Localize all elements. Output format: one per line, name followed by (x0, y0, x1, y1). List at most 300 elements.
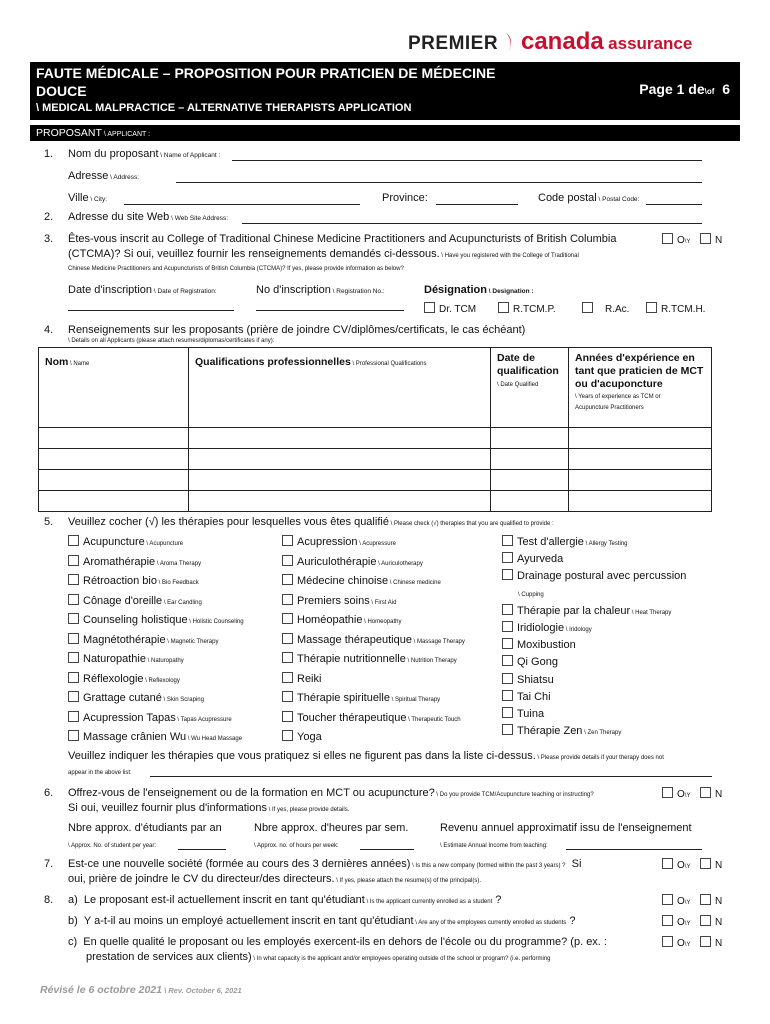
q3-reg-no-label (256, 284, 385, 296)
applicant-section-title (36, 127, 150, 139)
yes-sep: \ (684, 793, 687, 799)
q6-fr2: Si oui, veuillez fournir plus d'informations (68, 802, 267, 814)
therapy-checkbox[interactable] (282, 672, 293, 683)
applicants-table (38, 347, 712, 512)
col-date-fr: Date de qualification (497, 352, 559, 377)
therapy-en: \ Heat Therapy (630, 609, 672, 616)
company-logo (408, 28, 692, 56)
rtcmp-checkbox[interactable] (498, 302, 509, 313)
therapy-fr: Acupression Tapas (83, 711, 176, 724)
designation-rac[interactable] (582, 302, 629, 315)
q1-city-label (68, 192, 107, 204)
therapy-item[interactable] (502, 621, 738, 638)
registration-date-field[interactable] (68, 310, 234, 311)
logo-swoosh-icon (505, 32, 515, 52)
therapy-checkbox[interactable] (282, 711, 293, 722)
therapy-en: \ Ear Candling (162, 599, 202, 606)
q1-address-fr: Adresse (68, 170, 109, 182)
q8a-no-option[interactable] (700, 894, 722, 907)
col-years-en-2: Acupuncture Practitioners (575, 405, 644, 411)
q8b-no-option[interactable] (700, 915, 722, 928)
q7-no-option[interactable] (700, 858, 722, 871)
q6-no-option[interactable] (700, 787, 722, 800)
therapy-item[interactable] (68, 613, 278, 633)
therapy-item[interactable] (502, 655, 738, 672)
q3-designation-fr: Désignation (424, 284, 487, 296)
yes-y: Y (686, 239, 691, 245)
page-title-fr: FAUTE MÉDICALE – PROPOSITION POUR PRATICIEN DE MÉDECINE (36, 65, 496, 81)
therapy-col3 (502, 535, 738, 741)
q5-other-en: \ Please provide details if your therapy does not (535, 755, 664, 761)
q8c-no-option[interactable] (700, 936, 722, 949)
q7-si: Si (571, 858, 582, 870)
therapy-item[interactable] (502, 690, 738, 707)
q8c-fr2: prestation de services aux clients) (86, 951, 252, 963)
therapy-en: \ Wu Head Massage (186, 736, 243, 742)
table-cell[interactable] (39, 470, 189, 491)
table-cell[interactable] (189, 470, 491, 491)
therapy-en: \ Reflexology (143, 677, 180, 684)
q8c-en2: \ In what capacity is the applicant and/or employees operating outside of the school or program? (i.e. performing (251, 956, 551, 962)
yes-sep: \ (684, 864, 687, 870)
therapy-checkbox[interactable] (282, 691, 293, 702)
q7-no-checkbox[interactable] (700, 858, 711, 869)
address-field[interactable] (176, 182, 702, 183)
province-field[interactable] (436, 204, 518, 205)
q8b-yes-option[interactable] (662, 915, 690, 928)
q5-other-label (68, 750, 664, 762)
q5-fr: Veuillez cocher (√) les thérapies pour lesquelles vous êtes qualifié (68, 516, 389, 528)
therapy-checkbox[interactable] (502, 552, 513, 563)
table-cell[interactable] (491, 449, 569, 470)
q8b-fr: Y a-t-il au moins un employé actuellement inscrit en tant qu'étudiant (83, 915, 414, 927)
therapy-checkbox[interactable] (282, 594, 293, 605)
table-cell[interactable] (189, 428, 491, 449)
therapy-fr: Test d'allergie (517, 536, 584, 548)
therapy-en: \ Nutrition Therapy (405, 658, 457, 664)
therapy-fr: Moxibustion (517, 639, 576, 652)
therapy-item[interactable] (282, 574, 498, 594)
therapy-checkbox[interactable] (68, 711, 79, 722)
q8b-no-checkbox[interactable] (700, 915, 711, 926)
therapy-item[interactable] (282, 535, 498, 555)
therapy-en: \ Massage Therapy (411, 638, 465, 645)
therapy-item[interactable] (68, 633, 278, 653)
q5-label (68, 516, 554, 528)
registration-number-field[interactable] (256, 310, 404, 311)
other-therapies-field[interactable] (150, 776, 712, 777)
q8a-q: ? (492, 894, 502, 906)
therapy-item[interactable] (282, 613, 498, 633)
therapy-checkbox[interactable] (68, 613, 79, 624)
table-row[interactable] (39, 470, 712, 491)
therapy-checkbox[interactable] (282, 613, 293, 624)
q6-label (68, 787, 594, 799)
page-subtitle-en: \ MEDICAL MALPRACTICE – ALTERNATIVE THERAPISTS APPLICATION (36, 102, 412, 114)
q7-en2: \ If yes, please attach the resume(s) of the principal(s). (334, 878, 481, 884)
therapy-checkbox[interactable] (282, 730, 293, 741)
therapy-en: \ Auriculotherapy (376, 560, 423, 567)
therapy-fr: Acupuncture (83, 536, 145, 548)
q2-en: \ Web Site Address: (169, 215, 229, 222)
therapy-checkbox[interactable] (68, 730, 79, 741)
therapy-checkbox[interactable] (502, 690, 513, 701)
therapy-checkbox[interactable] (502, 673, 513, 684)
no-n: N (715, 938, 723, 949)
therapy-en: \ Zen Therapy (582, 730, 622, 737)
therapy-checkbox[interactable] (68, 594, 79, 605)
q3-reg-date-fr: Date d'inscription (68, 284, 153, 296)
therapy-fr: Homéopathie (297, 614, 363, 626)
therapy-item[interactable] (68, 691, 278, 711)
therapy-checkbox[interactable] (502, 569, 513, 580)
applicant-name-field[interactable] (232, 160, 702, 161)
therapy-en: \ Therapeutic Touch (406, 716, 461, 723)
therapy-fr: Rétroaction bio (83, 575, 157, 587)
q1-address-label (68, 170, 139, 182)
rtcmh-label: R.TCM.H. (661, 304, 706, 315)
yes-sep: \ (684, 921, 687, 927)
hours-label: Nbre approx. d'heures par sem. (254, 822, 409, 834)
therapy-checkbox[interactable] (502, 535, 513, 546)
dr-tcm-label: Dr. TCM (439, 304, 477, 315)
table-cell[interactable] (569, 491, 712, 512)
therapy-item[interactable] (502, 707, 738, 724)
therapy-en: \ Naturopathy (146, 658, 184, 664)
therapy-fr: Tai Chi (517, 690, 551, 703)
q3-line1: Êtes-vous inscrit au College of Traditional Chinese Medicine Practitioners and Acupuncturists of British Columbia (68, 233, 617, 245)
therapy-checkbox[interactable] (282, 574, 293, 585)
q4-number: 4. (44, 324, 54, 336)
no-n: N (715, 896, 723, 907)
q1-name-label (68, 148, 220, 160)
q7-fr2: oui, prière de joindre le CV du directeur/des directeurs. (68, 873, 335, 885)
therapy-checkbox[interactable] (282, 652, 293, 663)
therapy-en: \ Cupping (518, 591, 544, 598)
yes-sep: \ (684, 239, 687, 245)
therapy-en: \ Acupressure (357, 541, 396, 547)
therapy-item[interactable] (502, 673, 738, 690)
therapy-col1 (68, 535, 278, 750)
therapy-fr: Thérapie nutritionnelle (297, 653, 406, 665)
therapy-checkbox[interactable] (68, 574, 79, 585)
q3-reg-date-label (68, 284, 217, 296)
table-cell[interactable] (491, 470, 569, 491)
therapy-en: \ Bio Feedback (157, 580, 199, 586)
col-date-header (491, 348, 569, 428)
therapy-item[interactable] (502, 569, 738, 586)
q6-yes-checkbox[interactable] (662, 787, 673, 798)
col-name-en: \ Name (68, 361, 90, 367)
yes-o: O (677, 938, 685, 949)
designation-dr-tcm[interactable] (424, 302, 476, 315)
q6-yes-option[interactable] (662, 787, 690, 800)
therapy-fr: Grattage cutané (83, 692, 162, 704)
therapy-item[interactable] (502, 535, 738, 552)
col-years-fr: Années d'expérience en tant que praticien de MCT ou d'acuponcture (575, 352, 704, 390)
q8c-yes-checkbox[interactable] (662, 936, 673, 947)
q3-line2-en: \ Have you registered with the College of Traditional (439, 253, 579, 259)
q5-other-fr: Veuillez indiquer les thérapies que vous pratiquez si elles ne figurent pas dans la liste ci-dessus. (68, 750, 536, 762)
logo-premier: PREMIER (408, 33, 499, 54)
q3-reg-no-en: \ Registration No.: (330, 288, 385, 295)
q7-yes-option[interactable] (662, 858, 690, 871)
no-n: N (715, 235, 723, 246)
therapy-en: \ Aroma Therapy (155, 560, 202, 567)
logo-assurance: assurance (608, 34, 693, 53)
no-n: N (715, 860, 723, 871)
therapy-fr: Yoga (297, 731, 322, 743)
students-label-en: \ Approx. No. of student per year: (68, 843, 157, 849)
table-cell[interactable] (491, 428, 569, 449)
rac-label: R.Ac. (605, 304, 630, 315)
therapy-item[interactable] (68, 730, 278, 750)
therapy-checkbox[interactable] (68, 535, 79, 546)
table-cell[interactable] (189, 491, 491, 512)
therapy-checkbox[interactable] (68, 633, 79, 644)
therapy-item[interactable] (502, 552, 738, 569)
q6-number: 6. (44, 787, 54, 799)
q8b-yes-checkbox[interactable] (662, 915, 673, 926)
q1-city-en: \ City: (88, 196, 108, 203)
table-cell[interactable] (569, 428, 712, 449)
therapy-fr: Thérapie spirituelle (297, 692, 390, 704)
therapy-checkbox[interactable] (502, 638, 513, 649)
therapy-checkbox[interactable] (502, 621, 513, 632)
therapy-en: \ Skin Scraping (161, 697, 204, 703)
therapy-fr: Toucher thérapeutique (297, 711, 407, 724)
page-label: Page 1 de (639, 81, 705, 97)
table-cell[interactable] (39, 491, 189, 512)
therapy-item[interactable] (68, 652, 278, 672)
therapy-en: \ Chinese medicine (388, 580, 441, 586)
q6-fr: Offrez-vous de l'enseignement ou de la formation en MCT ou acupuncture? (68, 787, 435, 799)
q3-yes-checkbox[interactable] (662, 233, 673, 244)
q8b-letter: b) (68, 915, 78, 927)
q3-yes-option[interactable] (662, 233, 690, 246)
q1-postal-label (538, 192, 639, 204)
q8c-letter: c) (68, 936, 78, 948)
therapy-checkbox[interactable] (502, 707, 513, 718)
table-row[interactable] (39, 428, 712, 449)
yes-o: O (677, 789, 685, 800)
yes-o: O (677, 235, 685, 246)
therapy-fr: Auriculothérapie (297, 555, 377, 568)
therapy-fr: Massage thérapeutique (297, 633, 412, 646)
q8b-en: \ Are any of the employees currently enrolled as students (413, 920, 567, 926)
postal-code-field[interactable] (646, 204, 702, 205)
col-name-fr: Nom (45, 356, 69, 368)
hours-field[interactable] (360, 849, 414, 850)
therapy-item[interactable] (282, 555, 498, 575)
therapy-checkbox[interactable] (68, 691, 79, 702)
therapy-checkbox[interactable] (502, 655, 513, 666)
therapy-item[interactable] (68, 555, 278, 575)
q8a-yes-option[interactable] (662, 894, 690, 907)
therapy-item[interactable] (68, 711, 278, 731)
therapy-item[interactable] (68, 672, 278, 692)
revenue-field[interactable] (566, 849, 702, 850)
q6-en2: \ If yes, please provide details. (266, 807, 350, 813)
therapy-fr: Ayurveda (517, 553, 564, 566)
footer-revision (40, 984, 242, 996)
col-years-en-1: \ Years of experience as TCM or (575, 394, 661, 400)
yes-y: Y (686, 942, 691, 948)
q5-number: 5. (44, 516, 54, 528)
city-field[interactable] (124, 204, 360, 205)
yes-y: Y (686, 900, 691, 906)
therapy-item[interactable] (282, 633, 498, 653)
q3-line2-fr: (CTCMA)? Si oui, veuillez fournir les renseignements demandés ci-dessous. (68, 248, 440, 260)
q8c-no-checkbox[interactable] (700, 936, 711, 947)
q8c-yes-option[interactable] (662, 936, 690, 949)
q5-other-en2: appear in the above list: (68, 770, 132, 776)
col-name-header (39, 348, 189, 428)
therapy-item[interactable] (282, 672, 498, 692)
q7-yes-checkbox[interactable] (662, 858, 673, 869)
therapy-fr: Réflexologie (83, 672, 144, 685)
therapy-en: \ Tapas Acupressure (175, 716, 232, 723)
q8b-q: ? (566, 915, 576, 927)
therapy-item-continued (502, 587, 738, 604)
q8-number: 8. (44, 894, 54, 906)
therapy-checkbox[interactable] (68, 555, 79, 566)
col-qual-fr: Qualifications professionnelles (195, 356, 351, 368)
therapy-item[interactable] (68, 574, 278, 594)
col-date-en: \ Date Qualified (497, 382, 539, 388)
therapy-item[interactable] (502, 604, 738, 621)
table-cell[interactable] (569, 449, 712, 470)
therapy-item[interactable] (502, 724, 738, 741)
q8a-label (68, 894, 501, 906)
therapy-checkbox[interactable] (502, 604, 513, 615)
table-row[interactable] (39, 449, 712, 470)
therapy-item[interactable] (282, 691, 498, 711)
therapy-en: \ Allergy Testing (583, 541, 628, 547)
therapy-checkbox[interactable] (68, 652, 79, 663)
col-qual-en: \ Professional Qualifications (350, 361, 427, 367)
therapy-en: \ Magnetic Therapy (165, 638, 219, 645)
q8a-letter: a) (68, 894, 78, 906)
q8a-fr: Le proposant est-il actuellement inscrit en tant qu'étudiant (83, 894, 365, 906)
province-label: Province: (382, 192, 428, 204)
yes-o: O (677, 896, 685, 907)
q3-number: 3. (44, 233, 54, 245)
table-cell[interactable] (569, 470, 712, 491)
table-row[interactable] (39, 491, 712, 512)
q1-address-en: \ Address: (108, 174, 140, 181)
q6-no-checkbox[interactable] (700, 787, 711, 798)
therapy-item[interactable] (502, 638, 738, 655)
q1-postal-en: \ Postal Code: (596, 196, 640, 203)
therapy-checkbox[interactable] (282, 633, 293, 644)
yes-y: Y (686, 793, 691, 799)
page-total: 6 (722, 81, 730, 97)
dr-tcm-checkbox[interactable] (424, 302, 435, 313)
students-field[interactable] (178, 849, 226, 850)
q8c-label-2 (86, 951, 551, 963)
page-title-fr-2: DOUCE (36, 83, 87, 99)
q4-label-en: \ Details on all Applicants (please attach resumes/diplomas/certificates if any): (68, 338, 275, 344)
revenue-label: Revenu annuel approximatif issu de l'enseignement (440, 822, 692, 834)
q3-reg-date-en: \ Date of Registration: (152, 288, 217, 295)
table-cell[interactable] (39, 449, 189, 470)
q7-fr: Est-ce une nouvelle société (formée au cours des 3 dernières années) (68, 858, 411, 870)
therapy-item[interactable] (282, 652, 498, 672)
therapy-item[interactable] (282, 594, 498, 614)
rac-checkbox[interactable] (582, 302, 593, 313)
therapy-item[interactable] (282, 711, 498, 731)
applicants-table-header (39, 348, 712, 428)
therapy-item[interactable] (68, 535, 278, 555)
therapy-fr: Aromathérapie (83, 555, 156, 568)
therapy-fr: Iridiologie (517, 621, 565, 634)
therapy-checkbox[interactable] (68, 672, 79, 683)
therapy-checkbox[interactable] (502, 724, 513, 735)
therapy-fr: Counseling holistique (83, 614, 188, 626)
q8a-yes-checkbox[interactable] (662, 894, 673, 905)
footer-en: \ Rev. October 6, 2021 (162, 986, 242, 995)
table-cell[interactable] (39, 428, 189, 449)
therapy-checkbox[interactable] (282, 535, 293, 546)
q8a-en: \ Is the applicant currently enrolled as a student (364, 899, 493, 905)
table-cell[interactable] (491, 491, 569, 512)
q2-number: 2. (44, 211, 54, 223)
therapy-en: \ First Aid (369, 599, 397, 606)
q3-reg-no-fr: No d'inscription (256, 284, 331, 296)
q3-no-option[interactable] (700, 233, 722, 246)
yes-o: O (677, 860, 685, 871)
page-number (639, 81, 730, 97)
therapy-item[interactable] (282, 730, 498, 750)
q6-label-2 (68, 802, 349, 814)
no-n: N (715, 917, 723, 928)
yes-sep: \ (684, 900, 687, 906)
therapy-checkbox[interactable] (282, 555, 293, 566)
q8c-label (68, 936, 607, 948)
therapy-en: \ Holistic Counseling (187, 619, 244, 625)
therapy-fr: Naturopathie (83, 653, 146, 665)
therapy-item[interactable] (68, 594, 278, 614)
q1-name-en: \ Name of Applicant : (158, 152, 221, 159)
q3-no-checkbox[interactable] (700, 233, 711, 244)
therapy-en: \ Acupuncture (144, 541, 184, 547)
therapy-fr: Cônage d'oreille (83, 594, 163, 607)
page-of: \of (704, 87, 715, 96)
table-cell[interactable] (189, 449, 491, 470)
therapy-fr: Tuina (517, 707, 545, 720)
designation-rtcmh[interactable] (646, 302, 705, 315)
q7-label-2 (68, 873, 481, 885)
therapy-fr: Massage crânien Wu (83, 731, 187, 743)
rtcmp-label: R.TCM.P. (513, 304, 556, 315)
therapy-en: \ Iridology (564, 626, 592, 633)
q3-designation-label (424, 284, 534, 296)
website-field[interactable] (242, 223, 702, 224)
rtcmh-checkbox[interactable] (646, 302, 657, 313)
therapy-fr: Shiatsu (517, 673, 554, 686)
header-bar (30, 62, 740, 120)
q5-en: \ Please check (√) therapies that you are qualified to provide : (388, 521, 554, 527)
q1-name-fr: Nom du proposant (68, 148, 159, 160)
q8a-no-checkbox[interactable] (700, 894, 711, 905)
q6-en: \ Do you provide TCM/Acupuncture teaching or instructing? (434, 792, 594, 798)
therapy-fr: Qi Gong (517, 656, 558, 669)
applicant-fr: PROPOSANT (36, 127, 102, 139)
designation-rtcmp[interactable] (498, 302, 556, 315)
yes-y: Y (686, 921, 691, 927)
no-n: N (715, 789, 723, 800)
